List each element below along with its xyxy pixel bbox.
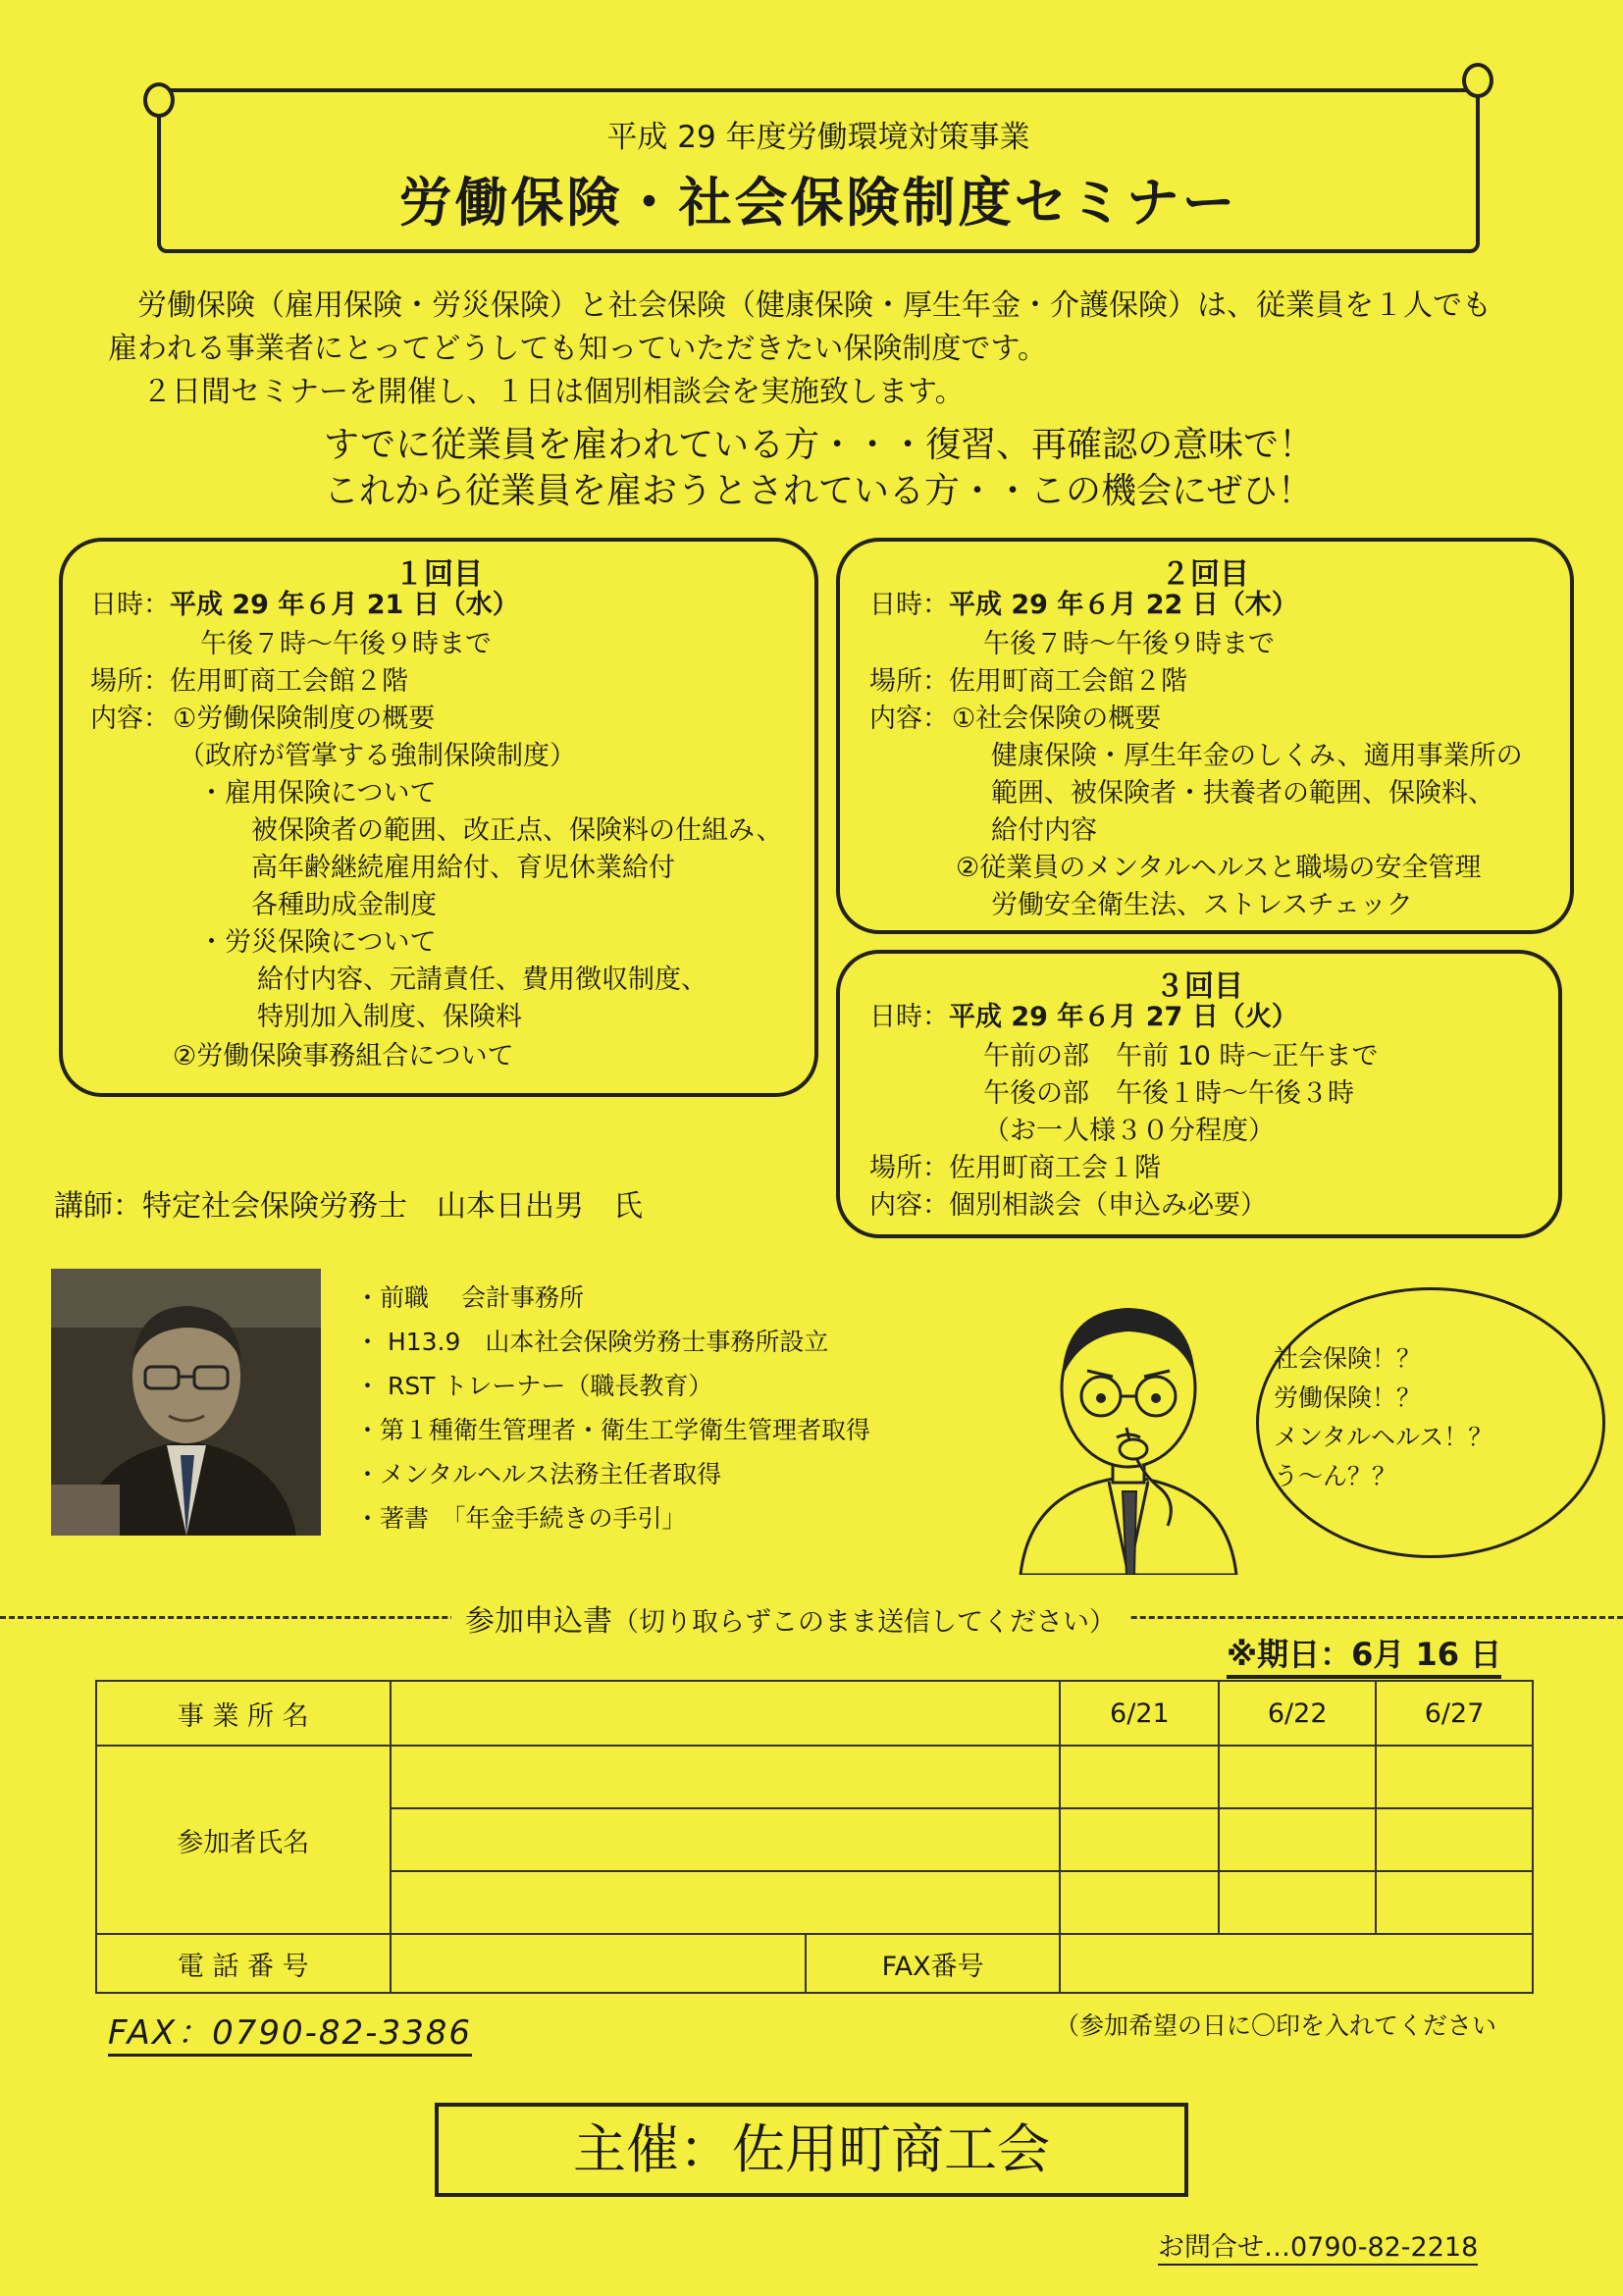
intro-line-3: ２日間セミナーを開催し、１日は個別相談会を実施致します。 [142,375,965,409]
session-2-item: ②従業員のメンタルヘルスと職場の安全管理 [956,853,1482,883]
session-2-heading: ２回目 [1161,557,1249,592]
bio-item: ・ H13.9 山本社会保険労務士事務所設立 [355,1328,829,1356]
scroll-curl-right [1462,63,1493,98]
bubble-line: 社会保険！？ [1274,1344,1422,1373]
attend-cell[interactable] [1376,1808,1533,1871]
session-3-content: 内容：個別相談会（申込み必要） [869,1190,1267,1221]
attend-cell[interactable] [1219,1808,1376,1871]
deadline: ※期日：6月 16 日 [1227,1630,1501,1679]
session-2-item: 労働安全衛生法、ストレスチェック [991,890,1413,920]
session-2-box [836,538,1574,934]
form-title-note: （切り取らずこのまま送信してください） [612,1607,1116,1638]
company-field[interactable] [391,1681,1061,1746]
participant-name-field[interactable] [391,1808,1061,1871]
participant-label: 参加者氏名 [96,1746,391,1934]
session-1-item: 被保険者の範囲、改正点、保険料の仕組み、 [251,815,783,846]
bio-item: ・著書 「年金手続きの手引」 [355,1504,687,1533]
session-1-item: ①労働保険制度の概要 [173,704,436,734]
date-column-1: 6/21 [1060,1681,1219,1746]
fax-number: FAX：0790-82-3386 [108,2006,472,2057]
session-2-item: ①社会保険の概要 [952,704,1162,734]
title-banner [157,88,1480,253]
date-label: 日時： [869,1002,949,1032]
table-row [96,1746,1533,1808]
speech-bubble [1256,1287,1605,1558]
lecturer-name: 講師：特定社会保険労務士 山本日出男 氏 [54,1189,643,1224]
form-title-main: 参加申込書 [465,1604,612,1639]
session-1-item: （政府が管掌する強制保険制度） [179,741,576,771]
intro-line-1: 労働保険（雇用保険・労災保険）と社会保険（健康保険・厚生年金・介護保険）は、従業員を１人でも [137,288,1492,323]
thinking-man-illustration [1011,1280,1246,1575]
phone-field[interactable] [391,1934,806,1993]
session-2-content-label: 内容： [869,704,949,734]
bubble-line: メンタルヘルス！？ [1274,1423,1493,1451]
intro-line-2: 雇われる事業者にとってどうしても知っていただきたい保険制度です。 [108,332,1047,366]
participant-name-field[interactable] [391,1746,1061,1808]
catchphrase-1: すでに従業員を雇われている方・・・復習、再確認の意味で！ [324,425,1315,465]
phone-label: 電 話 番 号 [96,1934,391,1993]
company-label: 事 業 所 名 [96,1681,391,1746]
date-value: 平成 29 年６月 22 日（木） [949,590,1298,620]
session-3-heading: ３回目 [1155,969,1243,1004]
session-2-item: 健康保険・厚生年金のしくみ、適用事業所の [991,741,1523,771]
table-row [96,1681,1533,1746]
date-column-2: 6/22 [1219,1681,1376,1746]
session-1-item: ・雇用保険について [198,778,437,809]
date-label: 日時： [869,590,949,620]
session-3-morning: 午前の部 午前 10 時～正午まで [983,1041,1379,1071]
attend-cell[interactable] [1376,1746,1533,1808]
bio-item: ・第１種衛生管理者・衛生工学衛生管理者取得 [355,1416,871,1444]
session-2-time: 午後７時～午後９時まで [983,629,1275,659]
application-table [95,1680,1534,1994]
session-3-date [869,999,1298,1036]
session-1-item: 各種助成金制度 [251,890,437,920]
session-2-date [869,587,1298,624]
session-1-box [59,538,818,1097]
attend-cell[interactable] [1376,1871,1533,1934]
bio-item: ・ RST トレーナー（職長教育） [355,1372,713,1400]
bubble-line: う～ん？？ [1274,1462,1397,1490]
page-title: 労働保険・社会保険制度セミナー [398,172,1238,234]
session-3-box [836,950,1562,1238]
attend-cell[interactable] [1219,1871,1376,1934]
bubble-line: 労働保険！？ [1274,1383,1422,1412]
session-2-place: 場所：佐用町商工会館２階 [869,666,1187,697]
session-1-heading: １回目 [394,557,483,592]
form-note: （参加希望の日に〇印を入れてください [1055,2011,1497,2040]
attend-cell[interactable] [1060,1808,1219,1871]
bio-item: ・メンタルヘルス法務主任者取得 [355,1460,722,1488]
bio-item: ・前職 会計事務所 [355,1283,584,1312]
session-2-item: 範囲、被保険者・扶養者の範囲、保険料、 [991,778,1494,809]
session-1-date [90,587,519,624]
session-1-content-label: 内容： [90,704,170,734]
session-2-item: 給付内容 [991,815,1097,846]
page-subtitle: 平成 29 年度労働環境対策事業 [606,120,1030,155]
attend-cell[interactable] [1060,1746,1219,1808]
session-1-item: 特別加入制度、保険料 [257,1002,522,1032]
session-3-afternoon: 午後の部 午後１時～午後３時 [983,1078,1354,1109]
session-1-item: ・労災保険について [198,927,437,958]
date-value: 平成 29 年６月 21 日（水） [170,590,519,620]
lecturer-photo [51,1269,321,1536]
fax-field[interactable] [1060,1934,1533,1993]
catchphrase-2: これから従業員を雇おうとされている方・・この機会にぜひ！ [324,471,1314,511]
table-row [96,1934,1533,1993]
date-value: 平成 29 年６月 27 日（火） [949,1002,1298,1032]
date-label: 日時： [90,590,170,620]
contact-phone: お問合せ…0790-82-2218 [1158,2225,1478,2266]
form-title [451,1596,1129,1640]
organizer: 主催：佐用町商工会 [435,2103,1188,2197]
session-1-place: 場所：佐用町商工会館２階 [90,666,408,697]
attend-cell[interactable] [1060,1871,1219,1934]
session-1-item: 高年齢継続雇用給付、育児休業給付 [251,853,675,883]
session-1-time: 午後７時～午後９時まで [200,629,492,659]
participant-name-field[interactable] [391,1871,1061,1934]
session-3-note: （お一人様３０分程度） [983,1116,1275,1146]
date-column-3: 6/27 [1376,1681,1533,1746]
fax-label: FAX番号 [806,1934,1061,1993]
session-3-place: 場所：佐用町商工会１階 [869,1153,1161,1183]
session-1-item: 給付内容、元請責任、費用徴収制度、 [257,965,707,995]
session-1-item: ②労働保険事務組合について [173,1041,514,1071]
attend-cell[interactable] [1219,1746,1376,1808]
